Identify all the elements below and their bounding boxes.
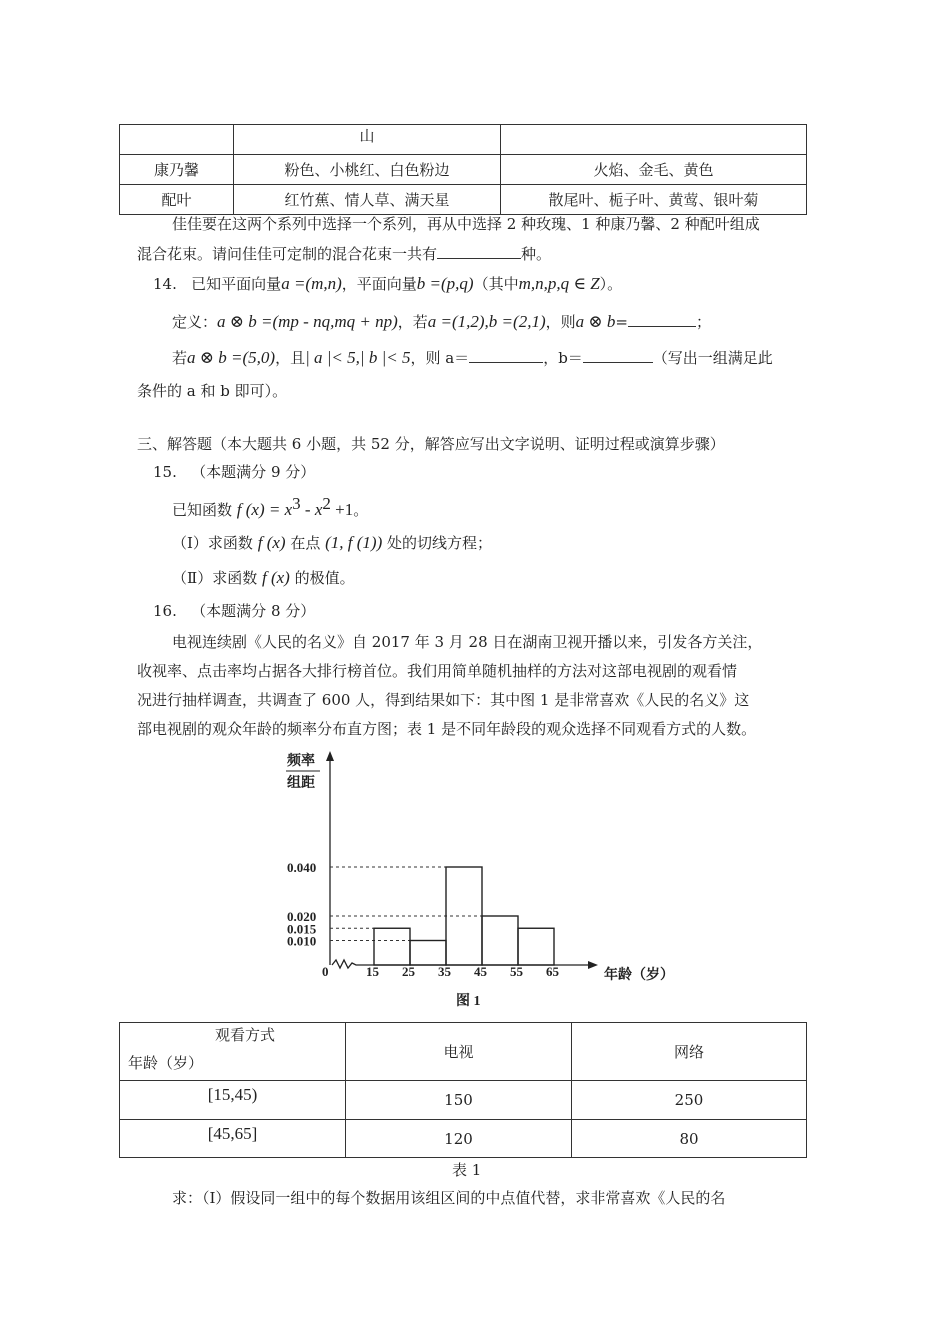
table-row: [120, 1081, 807, 1120]
table-cell: 80: [572, 1120, 807, 1158]
math-expr: f (x): [257, 533, 286, 552]
q14-text: ，则: [545, 313, 576, 331]
table-cell: 配叶: [120, 185, 234, 215]
q14-text: ）。: [599, 275, 623, 293]
y-tick-label: 0.015: [287, 921, 317, 937]
q15-text: 已知函数: [172, 501, 233, 519]
histogram-bar: [410, 941, 446, 966]
age-cell: [15,45): [120, 1081, 346, 1120]
table-cell: 粉色、小桃红、白色粉边: [234, 155, 501, 185]
q16-paragraph-line: 部电视剧的观众年龄的频率分布直方图；表 1 是不同年龄段的观众选择不同观看方式的人数。: [137, 720, 757, 738]
q13-line1: 佳佳要在这两个系列中选择一个系列，再从中选择 2 种玫瑰、1 种康乃馨、2 种配叶组成: [172, 215, 760, 233]
table-row: [120, 185, 807, 215]
q15-text: （Ⅰ）求函数: [172, 534, 253, 552]
table-row: [120, 155, 807, 185]
exponent: 3: [292, 494, 301, 513]
section-heading: 三、解答题（本大题共 6 小题，共 52 分，解答应写出文字说明、证明过程或演算步骤）: [137, 435, 725, 453]
corner-bottom-label: 年龄（岁）: [128, 1054, 204, 1072]
q14-text: 定义：: [172, 313, 218, 331]
x-axis-arrow: [588, 961, 598, 969]
x-tick-label: 55: [510, 964, 523, 979]
q14-text: =: [615, 313, 628, 331]
q14-text: ，则 a＝: [410, 349, 470, 367]
table-header-row: [120, 1023, 807, 1081]
table-cell: 红竹蕉、情人草、满天星: [234, 185, 501, 215]
q13-line2: [137, 244, 551, 264]
table-cell: 火焰、金毛、黄色: [501, 155, 807, 185]
y-tick-label: 0.040: [287, 860, 317, 875]
q15-stem: [172, 494, 368, 520]
answer-blank: [437, 244, 521, 259]
axis-break-mark: [332, 960, 360, 968]
math-expr: a =(m,n): [281, 274, 342, 293]
table-cell: 康乃馨: [120, 155, 234, 185]
histogram-bar: [482, 916, 518, 965]
table-caption: 表 1: [452, 1161, 482, 1179]
histogram-bar: [518, 928, 554, 965]
y-label-top: 频率: [287, 754, 315, 769]
q14-text: ；: [695, 313, 711, 331]
column-header: 网络: [572, 1023, 807, 1081]
question-number: 14.: [153, 275, 177, 293]
column-header: 电视: [346, 1023, 572, 1081]
math-expr: a =(1,2),b =(2,1): [427, 312, 546, 331]
q14-text: ，平面向量: [341, 275, 417, 293]
table-row: [120, 125, 807, 155]
corner-top-label: 观看方式: [215, 1026, 276, 1044]
viewing-table: [119, 1022, 807, 1158]
q14-condition: [172, 348, 773, 368]
flower-table: [119, 124, 807, 215]
x-axis-label: 年龄（岁）: [604, 968, 674, 983]
q13-text: 混合花束。请问佳佳可定制的混合花束一共有: [137, 245, 438, 263]
age-cell: [45,65]: [120, 1120, 346, 1158]
math-expr: | a |< 5,| b |< 5: [305, 348, 411, 367]
q15-part1: [172, 533, 492, 553]
math-expr: (1, f (1)): [325, 533, 383, 552]
q16-ask: 求：（Ⅰ）假设同一组中的每个数据用该组区间的中点值代替，求非常喜欢《人民的名: [172, 1189, 726, 1207]
math-expr: a ⊗ b =(mp - nq,mq + np): [217, 312, 398, 331]
y-label-bottom: 组距: [287, 776, 315, 791]
q16-score: （本题满分 8 分）: [191, 602, 316, 620]
question-number: 16.: [153, 602, 177, 620]
q15-text: （Ⅱ）求函数: [172, 569, 258, 587]
q14-text: （写出一组满足此: [652, 349, 773, 367]
q16-paragraph-line: 收视率、点击率均占据各大排行榜首位。我们用简单随机抽样的方法对这部电视剧的观看情: [137, 662, 738, 680]
math-expr: a ⊗ b =(5,0): [187, 348, 276, 367]
q15-text: 的极值。: [294, 569, 355, 587]
x-tick-label: 45: [474, 964, 487, 979]
q15-text: 处的切线方程；: [387, 534, 493, 552]
x-tick-label: 15: [366, 964, 379, 979]
q13-text-end: 种。: [521, 245, 552, 263]
q15-text: 。: [353, 501, 369, 519]
q14-text: ，且: [275, 349, 306, 367]
q15-text: 在点: [290, 534, 321, 552]
q16-paragraph-line: 况进行抽样调查，共调查了 600 人，得到结果如下：其中图 1 是非常喜欢《人民的名义》这: [137, 691, 750, 709]
q14-condition-line2: 条件的 a 和 b 即可）。: [137, 382, 288, 400]
histogram-chart: [280, 745, 700, 1013]
q15-part2: [172, 568, 355, 588]
q14-definition: [172, 312, 711, 332]
q14-text: ，若: [397, 313, 428, 331]
q14-stem: [153, 274, 622, 294]
x-tick-label: 35: [438, 964, 451, 979]
math-expr: - x: [300, 500, 323, 519]
math-expr: +1: [330, 500, 354, 519]
table-cell: 散尾叶、栀子叶、黄莺、银叶菊: [501, 185, 807, 215]
q15-header: [153, 462, 315, 482]
chart-title: 图 1: [456, 994, 481, 1009]
exponent: 2: [322, 494, 331, 513]
table-cell: [120, 125, 234, 155]
q14-text: 若: [172, 349, 188, 367]
math-expr: f (x): [261, 568, 290, 587]
math-expr: a ⊗ b: [575, 312, 616, 331]
histogram-bar: [374, 928, 410, 965]
x-tick-label: 65: [546, 964, 559, 979]
q16-header: [153, 601, 315, 621]
math-expr: m,n,p,q ∈ Z: [518, 274, 600, 293]
origin-label: 0: [322, 964, 329, 979]
q14-text: ，b＝: [543, 349, 583, 367]
q14-text: 已知平面向量: [191, 275, 282, 293]
table-cell: 150: [346, 1081, 572, 1120]
corner-cell: [120, 1023, 346, 1081]
answer-blank: [628, 312, 696, 327]
y-tick-label: 0.020: [287, 909, 317, 924]
table-cell: 山: [234, 125, 501, 155]
y-tick-label: 0.010: [287, 933, 317, 949]
question-number: 15.: [153, 463, 177, 481]
q16-paragraph-line: 电视连续剧《人民的名义》自 2017 年 3 月 28 日在湖南卫视开播以来，引发各方关注，: [172, 633, 763, 651]
table-cell: [501, 125, 807, 155]
table-row: [120, 1120, 807, 1158]
x-tick-label: 25: [402, 964, 415, 979]
y-axis-arrow: [326, 751, 334, 761]
answer-blank: [469, 348, 543, 363]
math-expr: b =(p,q): [416, 274, 474, 293]
q14-text: （其中: [473, 275, 519, 293]
table-cell: 120: [346, 1120, 572, 1158]
q15-score: （本题满分 9 分）: [191, 463, 316, 481]
math-expr: f (x) = x: [236, 500, 293, 519]
answer-blank: [583, 348, 653, 363]
table-cell: 250: [572, 1081, 807, 1120]
